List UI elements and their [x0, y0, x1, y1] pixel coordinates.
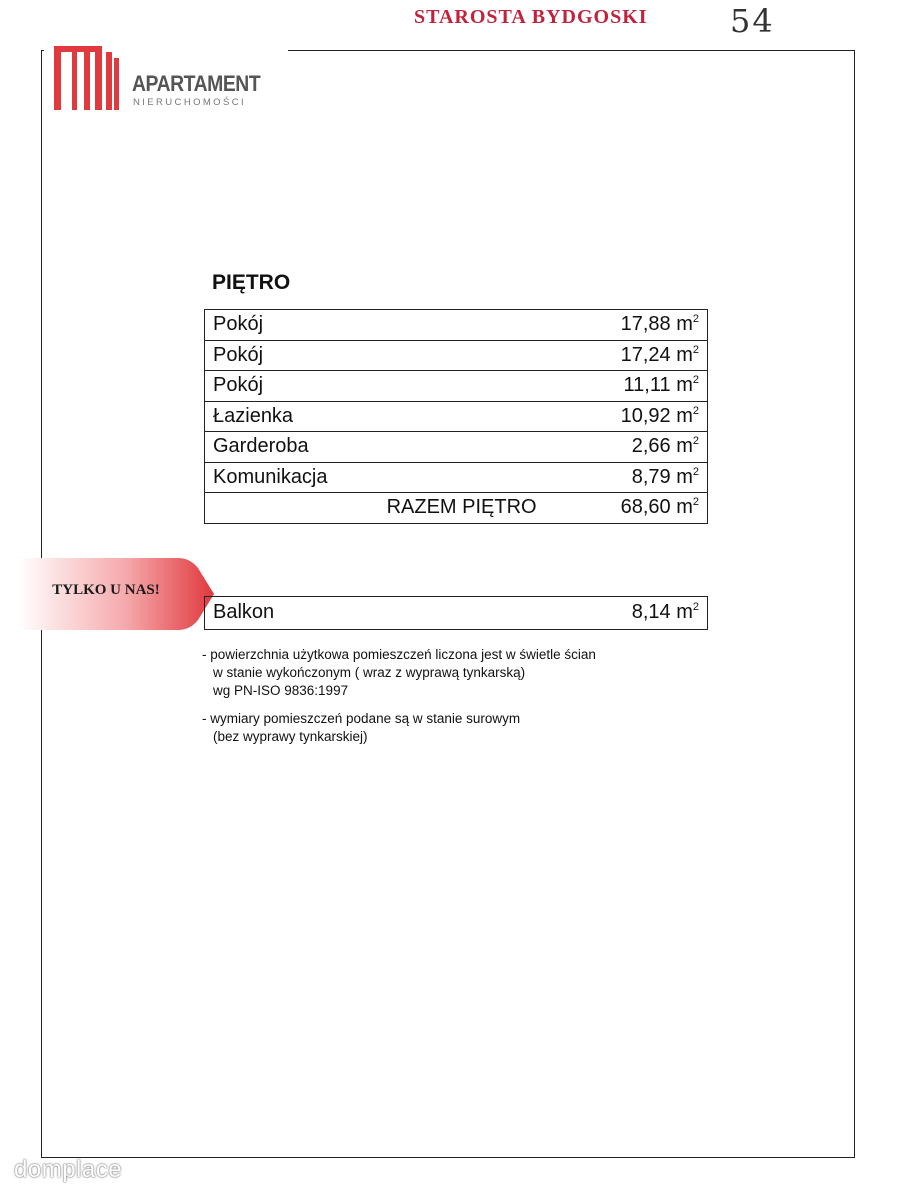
- room-name: Łazienka: [205, 401, 587, 432]
- total-label: RAZEM PIĘTRO: [205, 493, 587, 524]
- building-bars-icon: [54, 46, 120, 110]
- room-area: [586, 401, 707, 432]
- note-line: - powierzchnia użytkowa pomieszczeń liczona jest w świetle ścian: [202, 647, 596, 662]
- area-value: 8,79: [631, 465, 671, 488]
- area-unit-exponent: 2: [692, 496, 699, 509]
- logo-name: APARTAMENT: [132, 71, 261, 96]
- area-value: 11,11: [623, 374, 671, 397]
- room-area-table: [204, 309, 708, 524]
- agency-logo: [44, 30, 288, 130]
- total-value: 68,60: [620, 496, 671, 519]
- area-unit-exponent: 2: [692, 374, 699, 387]
- area-unit: m: [676, 465, 693, 488]
- promo-badge: [18, 558, 214, 630]
- area-unit: m: [676, 313, 693, 336]
- balcony-label: Balkon: [213, 601, 275, 623]
- area-unit: m: [676, 404, 693, 427]
- note-line: (bez wyprawy tynkarskiej): [213, 729, 368, 744]
- starosta-stamp: STAROSTA BYDGOSKI: [414, 6, 648, 28]
- room-name: Pokój: [205, 310, 587, 341]
- notes: [202, 646, 596, 756]
- logo-subtitle: NIERUCHOMOŚCI: [133, 97, 247, 108]
- watermark: domplace: [14, 1156, 123, 1183]
- total-row: [205, 493, 708, 524]
- area-value: 17,24: [620, 343, 671, 366]
- room-area: [586, 340, 707, 371]
- table-row: [205, 432, 708, 463]
- area-unit: m: [676, 601, 693, 623]
- room-name: Garderoba: [205, 432, 587, 463]
- room-name: Pokój: [205, 340, 587, 371]
- badge-text: TYLKO U NAS!: [52, 582, 160, 598]
- area-unit-exponent: 2: [692, 404, 699, 417]
- note-2: [202, 710, 596, 746]
- area-unit: m: [676, 374, 693, 397]
- area-unit-exponent: 2: [692, 435, 699, 448]
- room-area: [586, 432, 707, 463]
- balcony-area: [632, 601, 699, 624]
- table-row: [205, 371, 708, 402]
- floor-title: PIĘTRO: [212, 271, 291, 294]
- note-line: w stanie wykończonym ( wraz z wyprawą tynkarską): [213, 665, 526, 680]
- area-unit-exponent: 2: [692, 465, 699, 478]
- area-unit-exponent: 2: [692, 601, 699, 613]
- area-value: 17,88: [620, 313, 671, 336]
- room-area: [586, 310, 707, 341]
- room-name: Pokój: [205, 371, 587, 402]
- note-line: wg PN-ISO 9836:1997: [213, 683, 349, 698]
- note-1: [202, 646, 596, 700]
- note-line: - wymiary pomieszczeń podane są w stanie surowym: [202, 711, 521, 726]
- area-unit: m: [676, 496, 693, 519]
- room-area: [586, 371, 707, 402]
- area-value: 2,66: [631, 435, 671, 458]
- total-area: [586, 493, 707, 524]
- area-unit-exponent: 2: [692, 313, 699, 326]
- area-unit: m: [676, 343, 693, 366]
- table-row: [205, 310, 708, 341]
- page-number: 54: [730, 2, 775, 40]
- area-value: 8,14: [631, 601, 671, 623]
- area-unit: m: [676, 435, 693, 458]
- table-row: [205, 462, 708, 493]
- table-row: [205, 401, 708, 432]
- balcony-row: [204, 596, 708, 630]
- table-row: [205, 340, 708, 371]
- area-unit-exponent: 2: [692, 343, 699, 356]
- room-name: Komunikacja: [205, 462, 587, 493]
- area-value: 10,92: [620, 404, 671, 427]
- room-area: [586, 462, 707, 493]
